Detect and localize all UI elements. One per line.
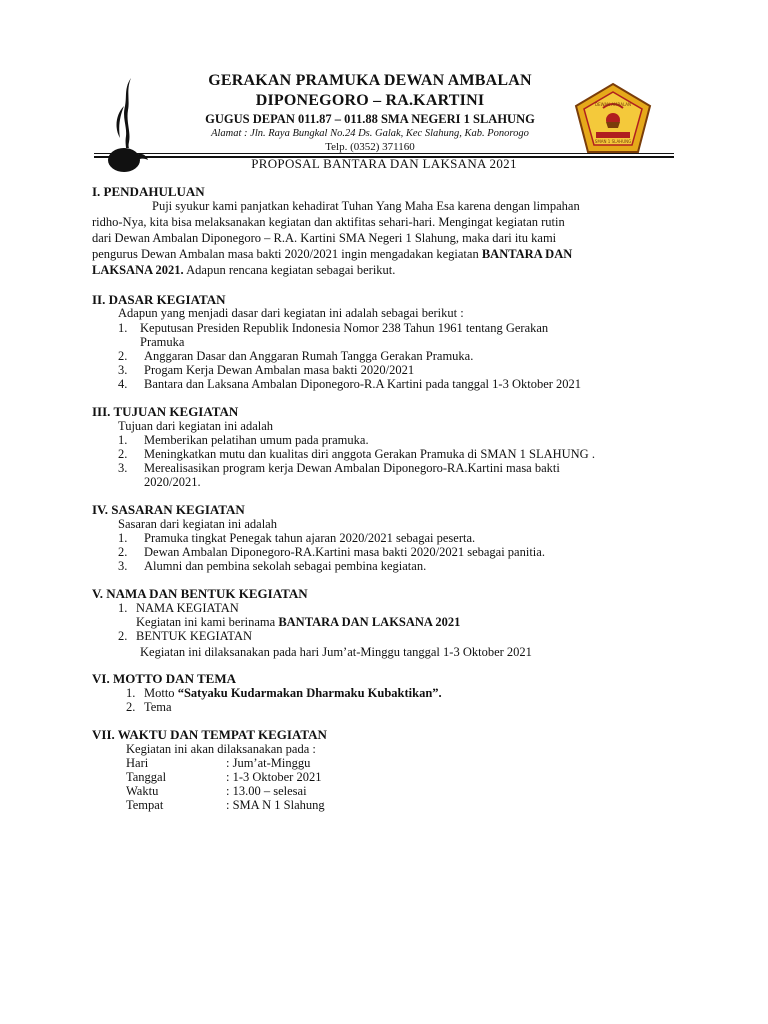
schedule-value: : 1-3 Oktober 2021 [226, 770, 322, 784]
phone: Telp. (0352) 371160 [325, 141, 415, 153]
list-number: 2. [118, 629, 128, 643]
sub-heading-bentuk-kegiatan: BENTUK KEGIATAN [136, 629, 252, 643]
list-item: Bantara dan Laksana Ambalan Diponegoro-R.A Kartini pada tanggal 1-3 Oktober 2021 [144, 377, 582, 391]
section-3-intro: Tujuan dari kegiatan ini adalah [118, 419, 274, 433]
section-1-paragraph-line: LAKSANA 2021. Adapun rencana kegiatan sebagai berikut. [92, 263, 396, 277]
list-number: 3. [118, 559, 128, 573]
list-number: 2. [118, 349, 128, 363]
list-item: Meningkatkan mutu dan kualitas diri anggota Gerakan Pramuka di SMAN 1 SLAHUNG . [144, 447, 595, 461]
section-2-intro: Adapun yang menjadi dasar dari kegiatan ini adalah sebagai berikut : [118, 306, 464, 320]
section-7-heading: VII. WAKTU DAN TEMPAT KEGIATAN [92, 727, 327, 742]
list-number: 2. [118, 447, 128, 461]
section-3-heading: III. TUJUAN KEGIATAN [92, 404, 239, 419]
list-item: Memberikan pelatihan umum pada pramuka. [144, 433, 369, 447]
list-item: Dewan Ambalan Diponegoro-RA.Kartini masa bakti 2020/2021 sebagai panitia. [144, 545, 545, 559]
list-number: 1. [126, 686, 136, 700]
list-item: Keputusan Presiden Republik Indonesia Nomor 238 Tahun 1961 tentang Gerakan [140, 321, 549, 335]
list-item-continuation: 2020/2021. [144, 475, 201, 489]
event-name-bold: LAKSANA 2021. [92, 263, 184, 277]
schedule-label: Tanggal [126, 770, 167, 784]
section-5-heading: V. NAMA DAN BENTUK KEGIATAN [92, 586, 308, 601]
nama-kegiatan-text: Kegiatan ini kami berinama BANTARA DAN LAKSANA 2021 [136, 615, 461, 629]
proposal-title: PROPOSAL BANTARA DAN LAKSANA 2021 [251, 156, 517, 171]
list-number: 1. [118, 531, 128, 545]
section-1-heading: I. PENDAHULUAN [92, 184, 205, 199]
section-2-heading: II. DASAR KEGIATAN [92, 292, 226, 307]
list-item: Merealisasikan program kerja Dewan Ambalan Diponegoro-RA.Kartini masa bakti [144, 461, 560, 475]
list-number: 1. [118, 433, 128, 447]
section-4-intro: Sasaran dari kegiatan ini adalah [118, 517, 277, 531]
bentuk-kegiatan-text: Kegiatan ini dilaksanakan pada hari Jum’at-Minggu tanggal 1-3 Oktober 2021 [140, 645, 532, 659]
org-name-line1: GERAKAN PRAMUKA DEWAN AMBALAN [208, 72, 532, 89]
schedule-label: Tempat [126, 798, 164, 812]
section-6-heading: VI. MOTTO DAN TEMA [92, 671, 236, 686]
list-number: 1. [118, 321, 128, 335]
org-name-line2: DIPONEGORO – RA.KARTINI [255, 92, 485, 109]
list-item: Anggaran Dasar dan Anggaran Rumah Tangga Gerakan Pramuka. [144, 349, 474, 363]
motto-bold: “Satyaku Kudarmakan Dharmaku Kubaktikan”. [177, 686, 442, 700]
motto-line: Motto “Satyaku Kudarmakan Dharmaku Kubaktikan”. [144, 686, 442, 700]
dewan-ambalan-emblem [574, 82, 652, 154]
list-number: 4. [118, 377, 128, 391]
schedule-label: Hari [126, 756, 149, 770]
section-1-paragraph-line: Puji syukur kami panjatkan kehadirat Tuhan Yang Maha Esa karena dengan limpahan [152, 199, 580, 213]
list-number: 3. [118, 363, 128, 377]
list-number: 2. [126, 700, 136, 714]
list-item-continuation: Pramuka [140, 335, 185, 349]
emblem-top-text: DEWAN AMBALAN [594, 102, 632, 107]
list-number: 3. [118, 461, 128, 475]
schedule-value: : SMA N 1 Slahung [226, 798, 325, 812]
section-1-paragraph-line: dari Dewan Ambalan Diponegoro – R.A. Kartini SMA Negeri 1 Slahung, maka dari itu kami [92, 231, 557, 245]
sub-heading-nama-kegiatan: NAMA KEGIATAN [136, 601, 239, 615]
header-rule-thin [94, 153, 674, 154]
list-item: Alumni dan pembina sekolah sebagai pembina kegiatan. [144, 559, 427, 573]
section-1-paragraph-line: ridho-Nya, kita bisa melaksanakan kegiatan dan aktifitas sehari-hari. Mengingat kegiatan rutin [92, 215, 565, 229]
tema-line: Tema [144, 700, 172, 714]
schedule-value: : Jum’at-Minggu [226, 756, 311, 770]
gugus-depan: GUGUS DEPAN 011.87 – 011.88 SMA NEGERI 1 SLAHUNG [205, 112, 535, 126]
emblem-bottom-text: SMAN 1 SLAHUNG [594, 139, 632, 144]
event-name-bold: BANTARA DAN LAKSANA 2021 [278, 615, 461, 629]
address: Alamat : Jln. Raya Bungkal No.24 Ds. Galak, Kec Slahung, Kab. Ponorogo [211, 128, 529, 139]
schedule-value: : 13.00 – selesai [226, 784, 307, 798]
schedule-label: Waktu [126, 784, 159, 798]
list-number: 2. [118, 545, 128, 559]
list-item: Pramuka tingkat Penegak tahun ajaran 2020/2021 sebagai peserta. [144, 531, 476, 545]
list-number: 1. [118, 601, 128, 615]
section-7-intro: Kegiatan ini akan dilaksanakan pada : [126, 742, 316, 756]
section-4-heading: IV. SASARAN KEGIATAN [92, 502, 245, 517]
list-item: Progam Kerja Dewan Ambalan masa bakti 2020/2021 [144, 363, 415, 377]
event-name-bold: BANTARA DAN [481, 247, 573, 261]
section-1-paragraph-line: pengurus Dewan Ambalan masa bakti 2020/2021 ingin mengadakan kegiatan BANTARA DAN [92, 247, 573, 261]
